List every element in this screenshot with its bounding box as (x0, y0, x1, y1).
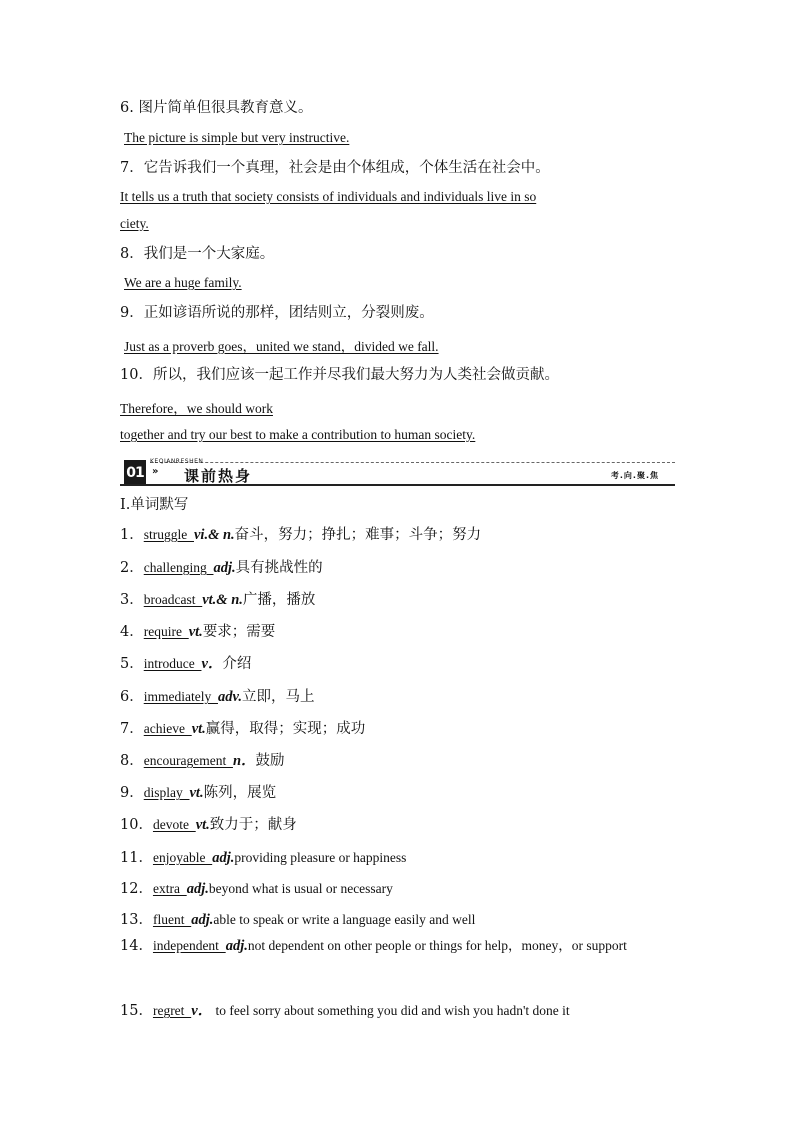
vocab-word: encouragement (143, 753, 233, 768)
vocab-number: 13． (120, 912, 153, 928)
q6-chinese: 6. 图片简单但很具教育意义。 (120, 100, 313, 116)
vocab-number: 9． (120, 785, 144, 801)
vocab-pos: adj. (225, 938, 248, 954)
vocab-word: devote (152, 817, 196, 832)
vocab-word: challenging (143, 560, 214, 575)
vocab-item (120, 717, 675, 738)
vocab-item (120, 877, 675, 898)
vocab-pos: v． (201, 656, 223, 672)
vocab-item (120, 846, 675, 867)
vocab-number: 5． (120, 656, 144, 672)
vocab-item (120, 999, 675, 1020)
banner-subtitle: KEQIANRESHEN (150, 458, 204, 465)
vocab-word: regret (152, 1003, 192, 1018)
vocab-number: 4． (120, 624, 144, 640)
vocab-definition: 鼓励 (255, 753, 285, 769)
vocab-definition: 广播，播放 (242, 592, 316, 608)
vocab-item (120, 813, 675, 834)
vocab-number: 10． (120, 817, 153, 833)
q6-answer: The picture is simple but very instructive. (124, 130, 350, 145)
banner-rule (120, 484, 675, 486)
vocab-number: 8． (120, 753, 144, 769)
vocab-item (120, 652, 675, 673)
vocab-number: 6． (120, 689, 144, 705)
q7-answer-line2: ciety. (120, 216, 149, 231)
vocab-item (120, 749, 675, 770)
vocab-word: broadcast (143, 592, 203, 607)
vocab-word: achieve (143, 721, 192, 736)
vocab-definition: 立即，马上 (242, 689, 315, 705)
vocab-number: 14． (120, 938, 153, 954)
q8-answer: We are a huge family. (124, 275, 242, 290)
vocab-pos: vt. (195, 817, 210, 833)
vocab-definition: able to speak or write a language easily and well (213, 912, 476, 927)
q7-answer-line1: It tells us a truth that society consists of individuals and individuals live in so (120, 189, 537, 204)
section-banner (120, 458, 675, 488)
vocab-word: enjoyable (152, 850, 213, 865)
double-chevron-icon: » (152, 466, 159, 477)
banner-title: 课前热身 (184, 467, 253, 485)
vocab-definition: providing pleasure or happiness (234, 850, 407, 865)
q9-answer: Just as a proverb goes，united we stand，divided we fall. (124, 339, 439, 354)
vocab-number: 7． (120, 721, 144, 737)
vocab-number: 11． (120, 850, 153, 866)
vocab-word: fluent (152, 912, 192, 927)
vocab-item (120, 588, 675, 609)
vocab-number: 1． (120, 527, 144, 543)
banner-right-label: 考.向.聚.焦 (610, 471, 659, 480)
vocab-pos: vt. (188, 624, 203, 640)
vocab-pos: vt. (191, 721, 206, 737)
vocab-word: display (143, 785, 190, 800)
vocab-word: introduce (143, 656, 202, 671)
vocab-item (120, 908, 675, 929)
vocab-number: 2． (120, 560, 144, 576)
vocab-definition: 具有挑战性的 (235, 560, 323, 576)
vocab-pos: adj. (186, 881, 209, 897)
vocab-definition: not dependent on other people or things for help，money，or support (247, 938, 627, 953)
vocab-number: 12． (120, 881, 153, 897)
vocab-definition: 介绍 (222, 656, 252, 672)
vocab-word: extra (152, 881, 187, 896)
vocab-pos: v． (191, 1003, 213, 1019)
vocab-pos: vt.& n. (202, 592, 243, 608)
vocab-word: require (143, 624, 189, 639)
q7-chinese: 7．它告诉我们一个真理，社会是由个体组成，个体生活在社会中。 (120, 160, 550, 176)
vocab-pos: adj. (212, 850, 235, 866)
vocab-item (120, 556, 675, 577)
vocab-item (120, 781, 675, 802)
vocab-pos: adj. (191, 912, 214, 928)
vocab-word: immediately (143, 689, 218, 704)
vocab-definition: 致力于；献身 (209, 817, 297, 833)
section-title: Ⅰ.单词默写 (120, 497, 189, 513)
vocab-definition: beyond what is usual or necessary (208, 881, 393, 896)
vocab-definition: to feel sorry about something you did and wish you hadn't done it (212, 1003, 570, 1018)
vocab-definition: 陈列，展览 (203, 785, 277, 801)
vocab-item (120, 685, 675, 706)
vocab-definition: 赢得，取得；实现；成功 (205, 721, 366, 737)
vocab-pos: n． (232, 753, 256, 769)
vocab-definition: 奋斗，努力；挣扎；难事；斗争；努力 (234, 527, 482, 543)
vocab-item (120, 523, 675, 544)
vocab-pos: adv. (217, 689, 242, 705)
vocab-item (120, 932, 675, 960)
q8-chinese: 8．我们是一个大家庭。 (120, 246, 275, 262)
q10-answer-line1: Therefore，we should work (120, 401, 273, 416)
q9-chinese: 9．正如谚语所说的那样，团结则立，分裂则废。 (120, 305, 434, 321)
vocab-word: struggle (143, 527, 194, 542)
vocab-item (120, 620, 675, 641)
vocab-word: independent (152, 938, 226, 953)
vocab-number: 15． (120, 1003, 153, 1019)
vocab-pos: vt. (189, 785, 204, 801)
q10-chinese: 10．所以，我们应该一起工作并尽我们最大努力为人类社会做贡献。 (120, 367, 559, 383)
vocab-pos: vi.& n. (193, 527, 235, 543)
vocab-pos: adj. (213, 560, 236, 576)
vocab-number: 3． (120, 592, 144, 608)
q10-answer-line2: together and try our best to make a contribution to human society. (120, 427, 476, 442)
vocab-definition: 要求；需要 (202, 624, 276, 640)
banner-number: 01 (124, 460, 146, 486)
banner-dashed-rule (150, 462, 675, 463)
